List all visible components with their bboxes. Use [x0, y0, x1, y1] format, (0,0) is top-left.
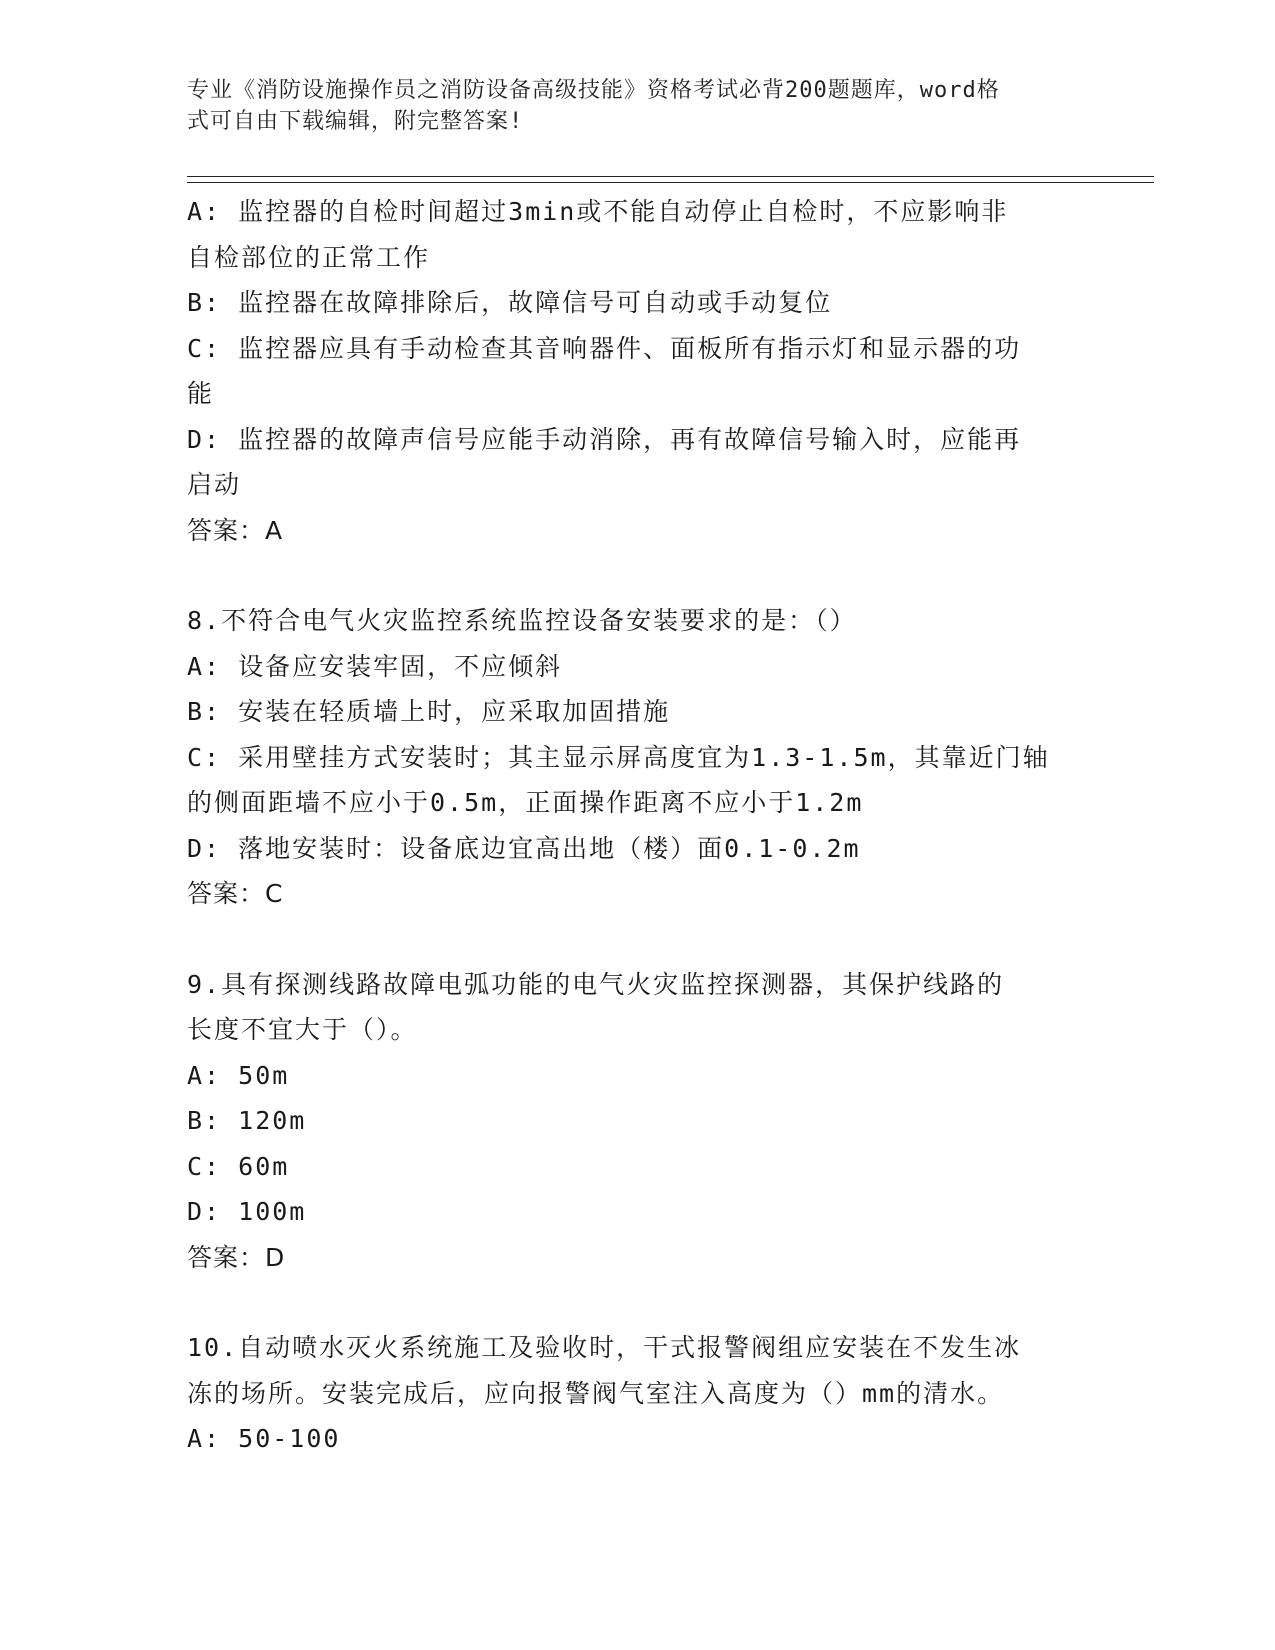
q8-stem: 8.不符合电气火灾监控系统监控设备安装要求的是：（）: [187, 606, 857, 635]
question-7-options: [187, 189, 1087, 553]
document-header: [187, 75, 1067, 137]
q8-option-d: D: 落地安装时：设备底边宜高出地（楼）面0.1-0.2m: [187, 833, 861, 863]
q7-option-a-line-2: 自检部位的正常工作: [187, 242, 431, 272]
question-spacer: [187, 917, 1087, 962]
q9-option-a: A: 50m: [187, 1060, 290, 1090]
q8-option-c-line-1: C: 采用壁挂方式安装时；其主显示屏高度宜为1.3-1.5m，其靠近门轴: [187, 742, 1050, 772]
header-divider-top: [187, 176, 1154, 177]
q9-option-d: D: 100m: [187, 1197, 307, 1226]
q7-option-a-line-1: A: 监控器的自检时间超过3min或不能自动停止自检时，不应影响非: [187, 197, 1009, 226]
question-list: [187, 189, 1087, 1462]
header-line-1: 专业《消防设施操作员之消防设备高级技能》资格考试必背200题题库，word格: [187, 78, 1000, 103]
q9-answer: 答案：D: [187, 1242, 286, 1272]
q7-option-d-line-2: 启动: [187, 470, 242, 499]
q8-option-b: B: 安装在轻质墙上时，应采取加固措施: [187, 697, 671, 726]
q7-option-c-line-2: 能: [187, 379, 215, 408]
q8-answer: 答案：C: [187, 879, 284, 908]
q9-stem-line-1: 9.具有探测线路故障电弧功能的电气火灾监控探测器，其保护线路的: [187, 969, 1005, 999]
question-spacer: [187, 1280, 1087, 1325]
q7-answer: 答案：A: [187, 515, 284, 545]
header-divider-bottom: [187, 182, 1154, 183]
question-10: [187, 1325, 1087, 1462]
q10-stem-line-1: 10.自动喷水灭火系统施工及验收时，干式报警阀组应安装在不发生冰: [187, 1333, 1022, 1362]
question-spacer: [187, 553, 1087, 598]
q8-option-a: A: 设备应安装牢固，不应倾斜: [187, 651, 563, 681]
q7-option-c-line-1: C: 监控器应具有手动检查其音响器件、面板所有指示灯和显示器的功: [187, 333, 1022, 363]
q10-option-a: A: 50-100: [187, 1424, 341, 1453]
q9-stem-line-2: 长度不宜大于（）。: [187, 1015, 418, 1044]
q9-option-b: B: 120m: [187, 1106, 307, 1135]
question-8: [187, 598, 1087, 917]
q8-option-c-line-2: 的侧面距墙不应小于0.5m，正面操作距离不应小于1.2m: [187, 788, 864, 817]
header-line-2: 式可自由下载编辑，附完整答案!: [187, 109, 524, 134]
q7-option-d-line-1: D: 监控器的故障声信号应能手动消除，再有故障信号输入时，应能再: [187, 424, 1022, 454]
question-9: [187, 962, 1087, 1281]
q9-option-c: C: 60m: [187, 1151, 290, 1181]
q10-stem-line-2: 冻的场所。安装完成后，应向报警阀气室注入高度为（）mm的清水。: [187, 1378, 1005, 1408]
q7-option-b: B: 监控器在故障排除后，故障信号可自动或手动复位: [187, 288, 833, 317]
